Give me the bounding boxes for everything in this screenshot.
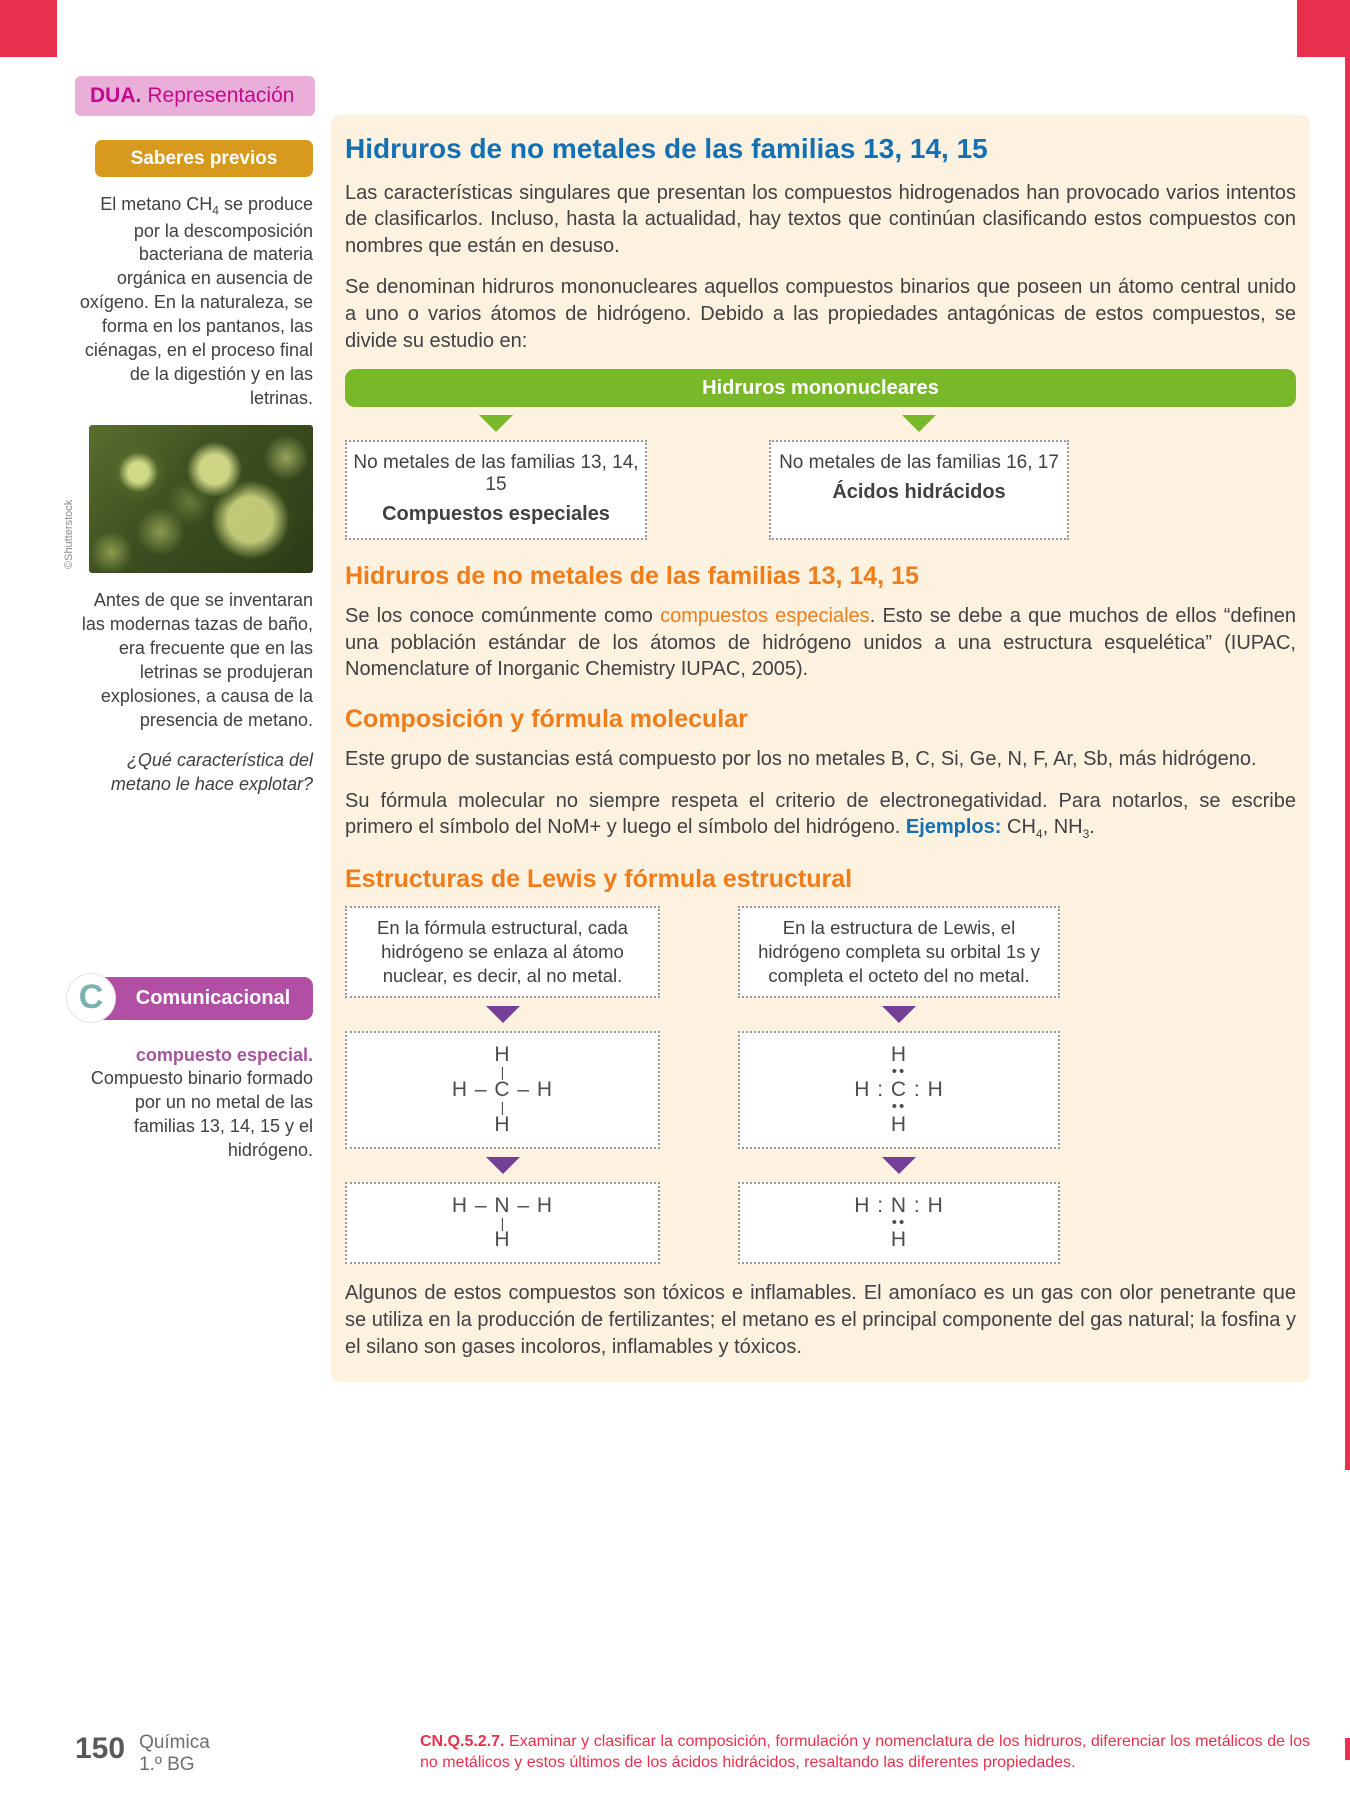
footer-left bbox=[75, 1730, 210, 1776]
methane-photo-wrap bbox=[63, 425, 313, 573]
category-box-compuestos-especiales bbox=[345, 440, 647, 540]
comunicacional-badge-wrap bbox=[78, 977, 313, 1020]
arrow-cell-right bbox=[769, 415, 1069, 432]
ejemplo-ch: CH bbox=[1001, 816, 1036, 839]
category-box-acidos-hidracidos bbox=[769, 440, 1069, 540]
formula-line: H : C : H bbox=[854, 1077, 944, 1101]
category-box-subtitle: No metales de las familias 16, 17 bbox=[779, 452, 1059, 474]
purple-down-arrow-icon bbox=[486, 1006, 520, 1023]
ejemplos-label: Ejemplos: bbox=[905, 816, 1002, 839]
purple-arrow-row-1 bbox=[345, 1006, 1296, 1023]
standard-code: CN.Q.5.2.7. bbox=[420, 1733, 505, 1750]
formula-line: H – C – H bbox=[451, 1077, 554, 1101]
formula-line: H bbox=[494, 1112, 511, 1136]
green-arrow-row bbox=[345, 415, 1296, 432]
category-box-title: Ácidos hidrácidos bbox=[832, 481, 1006, 504]
section1-text-b: . Esto se debe a que muchos de ellos “definen una población estándar de los átomos de hidrógeno unidos a una estructura esquelética” (IUPAC, Nomenclature of Inorganic Chemistry IUPAC, 2005). bbox=[345, 605, 1296, 681]
dua-label-bold: DUA. bbox=[90, 84, 142, 107]
intro-paragraph-1: Las características singulares que presentan los compuestos hidrogenados han provocado varios intentos de clasificarlos. Incluso, hasta la actualidad, hay textos que continúan clasificando estos compuestos con nombres que están en desuso. bbox=[345, 181, 1296, 257]
comunicacional-badge: Comunicacional bbox=[83, 977, 313, 1020]
formula-box-nh3-lewis bbox=[738, 1182, 1060, 1265]
intro-paragraph-2: Se denominan hidruros mononucleares aquellos compuestos binarios que poseen un átomo central unido a uno o varios átomos de hidrógeno. Debido a las propiedades antagónicas de estos compuestos, se divide su estudio en: bbox=[345, 276, 1296, 352]
category-box-subtitle: No metales de las familias 13, 14, 15 bbox=[353, 452, 639, 496]
photo-credit: ©Shutterstock bbox=[63, 499, 75, 570]
formula-line: H bbox=[890, 1112, 908, 1136]
page-number: 150 bbox=[75, 1732, 126, 1765]
grade-label: 1.º BG bbox=[139, 1753, 195, 1775]
formula-line: H : N : H bbox=[854, 1193, 944, 1217]
curriculum-standard bbox=[420, 1732, 1310, 1774]
purple-down-arrow-icon bbox=[882, 1157, 916, 1174]
methane-swamp-photo bbox=[89, 425, 313, 573]
section-heading-composicion: Composición y fórmula molecular bbox=[345, 704, 748, 733]
formula-line: H bbox=[494, 1043, 511, 1067]
section-heading-lewis: Estructuras de Lewis y fórmula estructural bbox=[345, 865, 853, 894]
purple-down-arrow-icon bbox=[882, 1006, 916, 1023]
electron-dots: •• bbox=[891, 1098, 907, 1115]
arrow-cell-right bbox=[738, 1006, 1060, 1023]
info-box-formula-estructural: En la fórmula estructural, cada hidrógeno se enlaza al átomo nuclear, es decir, al no metal. bbox=[345, 906, 660, 998]
ejemplo-nh: , NH bbox=[1042, 816, 1083, 839]
formula-row-methane bbox=[345, 1031, 1296, 1148]
formula-line: H – N – H bbox=[451, 1193, 554, 1217]
ejemplo-ch-sub: 4 bbox=[1035, 827, 1043, 842]
green-down-arrow-icon bbox=[479, 415, 513, 432]
purple-arrow-row-2 bbox=[345, 1157, 1296, 1174]
ejemplo-nh-sub: 3 bbox=[1082, 827, 1090, 842]
formula-line: H bbox=[890, 1043, 908, 1067]
section1-highlight: compuestos especiales bbox=[660, 605, 870, 628]
category-box-title: Compuestos especiales bbox=[382, 503, 610, 526]
formula-line: H bbox=[890, 1228, 908, 1252]
metano-text-a: El metano CH bbox=[100, 194, 213, 214]
glossary-term: compuesto especial. bbox=[135, 1044, 313, 1065]
red-corner-block-right bbox=[1297, 0, 1350, 57]
formula-box-ch4-structural bbox=[345, 1031, 660, 1148]
glossary-entry bbox=[75, 1044, 313, 1164]
bond-line: | bbox=[500, 1214, 505, 1231]
section1-paragraph bbox=[345, 603, 1296, 683]
section2-paragraph-2 bbox=[345, 788, 1296, 844]
standard-text: Examinar y clasificar la composición, formulación y nomenclatura de los hidruros, diferenciar los metálicos de los no metálicos y estos últimos de los ácidos hidrácidos, resaltando las diferentes propiedades. bbox=[420, 1733, 1310, 1771]
green-down-arrow-icon bbox=[902, 415, 936, 432]
metano-paragraph bbox=[75, 193, 313, 411]
arrow-cell-left bbox=[345, 1006, 660, 1023]
letrinas-paragraph: Antes de que se inventaran las modernas tazas de baño, era frecuente que en las letrinas se produjeran explosiones, a causa de la presencia de metano. bbox=[81, 590, 313, 730]
bond-line: | bbox=[500, 1064, 505, 1081]
info-box-estructura-lewis: En la estructura de Lewis, el hidrógeno completa su orbital 1s y completa el octeto del no metal. bbox=[738, 906, 1060, 998]
red-edge-line bbox=[1345, 0, 1350, 1470]
subject-label bbox=[139, 1730, 210, 1776]
formula-row-ammonia bbox=[345, 1182, 1296, 1265]
dua-banner bbox=[75, 76, 315, 116]
dua-label-rest: Representación bbox=[147, 84, 295, 107]
section2-paragraph-1: Este grupo de sustancias está compuesto por los no metales B, C, Si, Ge, N, F, Ar, Sb, más hidrógeno. bbox=[345, 747, 1257, 770]
red-corner-block-left bbox=[0, 0, 57, 57]
closing-paragraph: Algunos de estos compuestos son tóxicos e inflamables. El amoníaco es un gas con olor penetrante que se utiliza en la producción de fertilizantes; el metano es el principal componente del gas natural; la fosfina y el silano son gases incoloros, inflamables y tóxicos. bbox=[345, 1282, 1296, 1358]
formula-box-ch4-lewis bbox=[738, 1031, 1060, 1148]
formula-box-nh3-structural bbox=[345, 1182, 660, 1265]
sidebar bbox=[63, 140, 313, 1163]
arrow-cell-right bbox=[738, 1157, 1060, 1174]
red-edge-tick bbox=[1345, 1738, 1350, 1760]
hidruros-mononucleares-banner: Hidruros mononucleares bbox=[345, 369, 1296, 407]
ejemplo-period: . bbox=[1089, 816, 1095, 839]
main-content-panel bbox=[331, 115, 1310, 1382]
glossary-definition: Compuesto binario formado por un no metal de las familias 13, 14, 15 y el hidrógeno. bbox=[90, 1068, 313, 1161]
pregunta-text: ¿Qué característica del metano le hace explotar? bbox=[110, 749, 313, 794]
arrow-cell-left bbox=[345, 1157, 660, 1174]
metano-subscript: 4 bbox=[212, 203, 219, 218]
section2-text: Su fórmula molecular no siempre respeta el criterio de electronegatividad. Para notarlos, se escribe primero el símbolo del NoM+ y luego el símbolo del hidrógeno. bbox=[345, 789, 1296, 839]
bond-line: | bbox=[500, 1099, 505, 1115]
section1-text-a: Se los conoce comúnmente como bbox=[345, 605, 661, 628]
page-title: Hidruros de no metales de las familias 13, 14, 15 bbox=[345, 133, 988, 164]
arrow-cell-left bbox=[345, 415, 647, 432]
saberes-previos-badge: Saberes previos bbox=[95, 140, 313, 177]
lewis-info-row bbox=[345, 906, 1296, 998]
formula-line: H bbox=[494, 1228, 511, 1252]
electron-dots: •• bbox=[891, 1213, 907, 1231]
electron-dots: •• bbox=[891, 1063, 907, 1081]
section-heading-hidruros: Hidruros de no metales de las familias 13, 14, 15 bbox=[345, 562, 919, 591]
category-boxes-row bbox=[345, 440, 1296, 540]
metano-text-b: se produce por la descomposición bacteriana de materia orgánica en ausencia de oxígeno. En la naturaleza, se forma en los pantanos, las ciénagas, en el proceso final de la digestión y en las letrinas. bbox=[79, 194, 313, 409]
purple-down-arrow-icon bbox=[486, 1157, 520, 1174]
comunicacional-icon: C bbox=[67, 974, 115, 1022]
subject-name: Química bbox=[139, 1732, 210, 1753]
